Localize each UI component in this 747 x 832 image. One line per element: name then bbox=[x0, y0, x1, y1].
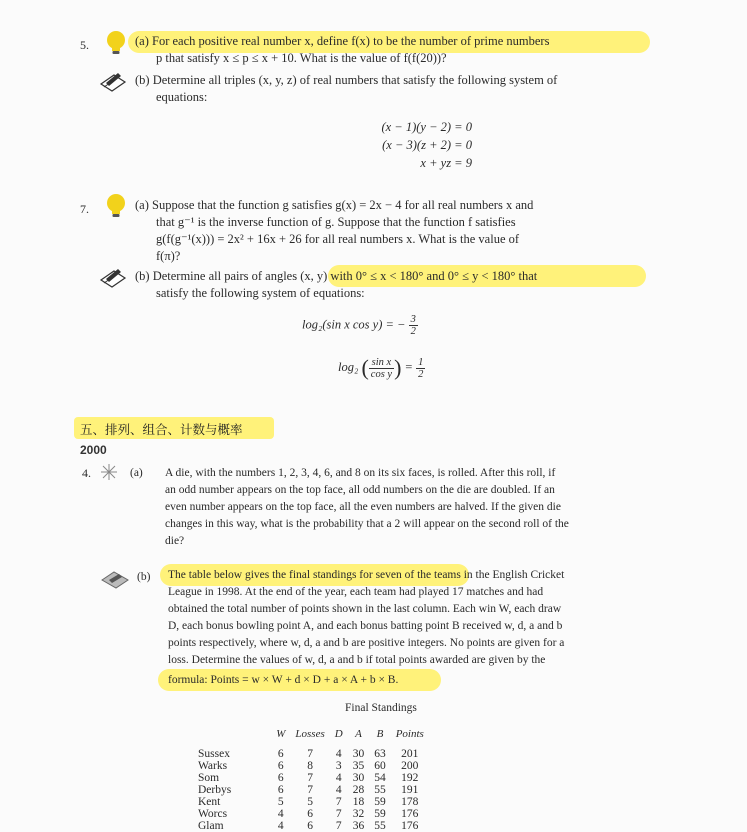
problem-5b-line2: equations: bbox=[156, 90, 208, 104]
table-row bbox=[193, 760, 429, 772]
table-header-row bbox=[193, 728, 429, 740]
table-cell: 32 bbox=[352, 808, 365, 820]
team-name-cell: Derbys bbox=[198, 784, 232, 796]
problem-4b-line: D, each bonus bowling point A, and each bonus batting point B received w, d, a and b bbox=[168, 620, 563, 632]
table-title: Final Standings bbox=[345, 702, 417, 714]
problem-7a-line1: (a) Suppose that the function g satisfies g(x) = 2x − 4 for all real numbers x and bbox=[135, 198, 534, 212]
table-header: B bbox=[376, 728, 384, 740]
table-header bbox=[193, 728, 271, 740]
table-cell: 35 bbox=[352, 760, 365, 772]
table-cell: 200 bbox=[401, 760, 419, 772]
problem-5a-line2: p that satisfy x ≤ p ≤ x + 10. What is the value of f(f(20))? bbox=[156, 51, 447, 65]
equals-sign: = bbox=[404, 359, 413, 374]
sparkle-icon bbox=[98, 463, 120, 481]
problem-7b-line2: satisfy the following system of equations: bbox=[156, 286, 365, 300]
lightbulb-icon bbox=[105, 193, 127, 219]
table-cell: 54 bbox=[374, 772, 386, 784]
table-header: A bbox=[355, 728, 362, 740]
problem-number-5: 5. bbox=[80, 38, 89, 52]
table-header: Losses bbox=[295, 728, 325, 740]
table-cell: 201 bbox=[401, 748, 419, 760]
team-name-cell: Kent bbox=[198, 796, 221, 808]
problem-4b-line1-highlighted: The table below gives the final standings for seven of the te bbox=[168, 569, 443, 581]
table-cell: 6 bbox=[277, 772, 284, 784]
table-cell: 6 bbox=[277, 748, 284, 760]
table-cell: 55 bbox=[374, 820, 386, 832]
equation-5b-1: (x − 1)(y − 2) = 0 bbox=[381, 120, 472, 134]
table-header: D bbox=[334, 728, 343, 740]
table-cell: 30 bbox=[352, 772, 365, 784]
table-header: Points bbox=[395, 728, 424, 740]
table-cell: 6 bbox=[277, 760, 284, 772]
section-title: 五、排列、组合、计数与概率 bbox=[80, 422, 243, 437]
table-cell: 63 bbox=[374, 748, 386, 760]
table-row bbox=[193, 784, 429, 796]
table-cell: 30 bbox=[352, 748, 365, 760]
problem-7b-line1 bbox=[135, 268, 537, 285]
problem-4a-line: A die, with the numbers 1, 2, 3, 4, 6, and 8 on its six faces, is rolled. After this roll, if bbox=[165, 467, 556, 479]
problem-7a-line2: that g⁻¹ is the inverse function of g. Suppose that the function f satisfies bbox=[156, 215, 516, 229]
problem-number-7: 7. bbox=[80, 202, 89, 216]
table-cell: 7 bbox=[335, 796, 342, 808]
equation-7b-1-lhs: log₂(sin x cos y) = − bbox=[302, 317, 406, 332]
fraction-denominator: 2 bbox=[418, 368, 424, 380]
problem-4b-line: points respectively, where w, d, a and b are positive integers. No points are given for a bbox=[168, 637, 565, 649]
table-row bbox=[193, 772, 429, 784]
equation-5b-3: x + yz = 9 bbox=[420, 156, 472, 170]
fraction-3-2 bbox=[409, 314, 418, 337]
problem-4a-text bbox=[165, 465, 635, 550]
table-cell: 5 bbox=[307, 796, 313, 808]
table-row bbox=[193, 808, 429, 820]
problem-4b-line1 bbox=[168, 567, 638, 584]
problem-5b-line1: (b) Determine all triples (x, y, z) of real numbers that satisfy the following system of bbox=[135, 73, 558, 87]
table-cell: 4 bbox=[335, 784, 342, 796]
equation-7b-1 bbox=[302, 314, 418, 337]
table-cell: 4 bbox=[335, 748, 342, 760]
problem-7a-line4: f(π)? bbox=[156, 249, 181, 263]
fraction-numerator: sin x bbox=[369, 357, 394, 369]
problem-number-4: 4. bbox=[82, 466, 91, 480]
table-cell: 59 bbox=[374, 808, 386, 820]
table-cell: 6 bbox=[307, 808, 313, 820]
problem-4b-text bbox=[168, 567, 638, 669]
table-cell: 5 bbox=[277, 796, 284, 808]
table-cell: 4 bbox=[335, 772, 342, 784]
problem-4b-line: League in 1998. At the end of the year, each team had played 17 matches and had bbox=[168, 586, 544, 598]
standings-table bbox=[193, 728, 429, 832]
section-year: 2000 bbox=[80, 443, 107, 457]
table-header: W bbox=[276, 728, 286, 740]
fraction-1-2 bbox=[416, 357, 425, 380]
fraction-denominator: cos y bbox=[370, 368, 393, 380]
team-name-cell: Som bbox=[198, 772, 220, 784]
problem-4b-line1-rest: ams in the English Cricket bbox=[442, 569, 565, 581]
problem-5a-line1: (a) For each positive real number x, define f(x) to be the number of prime numbers bbox=[135, 34, 550, 48]
table-cell: 7 bbox=[307, 748, 313, 760]
problem-4a-line: changes in this way, what is the probability that a 2 will appear on the second roll of the bbox=[165, 518, 569, 530]
problem-4b-line: loss. Determine the values of w, d, a and b if total points awarded are given by the bbox=[168, 654, 546, 666]
table-cell: 4 bbox=[277, 820, 284, 832]
pencil-paper-icon bbox=[100, 569, 130, 591]
equation-7b-2-log: log₂ bbox=[338, 359, 359, 374]
table-row bbox=[193, 748, 429, 760]
problem-4a-line: die? bbox=[165, 535, 185, 547]
fraction-numerator: 3 bbox=[410, 314, 416, 325]
pencil-paper-icon bbox=[98, 266, 128, 288]
table-cell: 191 bbox=[401, 784, 419, 796]
equation-7b-2: log₂ ( $\frac{\text{sin x}}{\text{cos y}}$ ) = $\frac{1}{2}$ bbox=[338, 355, 424, 380]
table-cell: 7 bbox=[335, 820, 342, 832]
fraction-numerator: 1 bbox=[418, 356, 424, 368]
table-cell: 4 bbox=[277, 808, 284, 820]
team-name-cell: Sussex bbox=[198, 748, 230, 760]
table-cell: 55 bbox=[374, 784, 386, 796]
problem-7b-line1-pre: (b) Determine all pairs of angles bbox=[135, 269, 298, 283]
table-cell: 7 bbox=[307, 772, 313, 784]
table-cell: 28 bbox=[352, 784, 365, 796]
lightbulb-icon bbox=[105, 30, 127, 56]
pencil-paper-icon bbox=[98, 70, 128, 92]
table-cell: 36 bbox=[352, 820, 365, 832]
problem-7a-line3: g(f(g⁻¹(x))) = 2x² + 16x + 26 for all real numbers x. What is the value of bbox=[156, 232, 520, 246]
problem-4a-line: an odd number appears on the top face, all odd numbers on the die are doubled. If an bbox=[165, 484, 555, 496]
table-cell: 6 bbox=[307, 820, 313, 832]
table-row bbox=[193, 796, 429, 808]
problem-4b-formula: formula: Points = w × W + d × D + a × A + b × B. bbox=[168, 674, 399, 686]
fraction-sin-cos bbox=[369, 357, 394, 380]
problem-4b-label: (b) bbox=[137, 571, 151, 583]
table-row bbox=[193, 820, 429, 832]
table-cell: 8 bbox=[307, 760, 313, 772]
table-cell: 7 bbox=[335, 808, 342, 820]
table-cell: 59 bbox=[374, 796, 386, 808]
table-cell: 7 bbox=[307, 784, 313, 796]
team-name-cell: Glam bbox=[198, 820, 224, 832]
problem-4a-line: even number appears on the top face, all the even numbers are halved. If the given die bbox=[165, 501, 561, 513]
table-cell: 6 bbox=[277, 784, 284, 796]
team-name-cell: Worcs bbox=[198, 808, 228, 820]
table-cell: 18 bbox=[352, 796, 365, 808]
table-cell: 60 bbox=[374, 760, 386, 772]
equation-5b-2: (x − 3)(z + 2) = 0 bbox=[382, 138, 472, 152]
table-cell: 192 bbox=[401, 772, 419, 784]
table-cell: 3 bbox=[335, 760, 342, 772]
problem-4b-line: obtained the total number of points shown in the last column. Each win W, each draw bbox=[168, 603, 562, 615]
problem-7b-line1-highlighted: (x, y) with 0° ≤ x < 180° and 0° ≤ y < 180° that bbox=[300, 269, 538, 283]
fraction-denominator: 2 bbox=[410, 326, 416, 337]
team-name-cell: Warks bbox=[198, 760, 228, 772]
table-cell: 176 bbox=[401, 808, 419, 820]
problem-4a-label: (a) bbox=[130, 467, 143, 479]
table-cell: 178 bbox=[401, 796, 419, 808]
table-cell: 176 bbox=[401, 820, 419, 832]
